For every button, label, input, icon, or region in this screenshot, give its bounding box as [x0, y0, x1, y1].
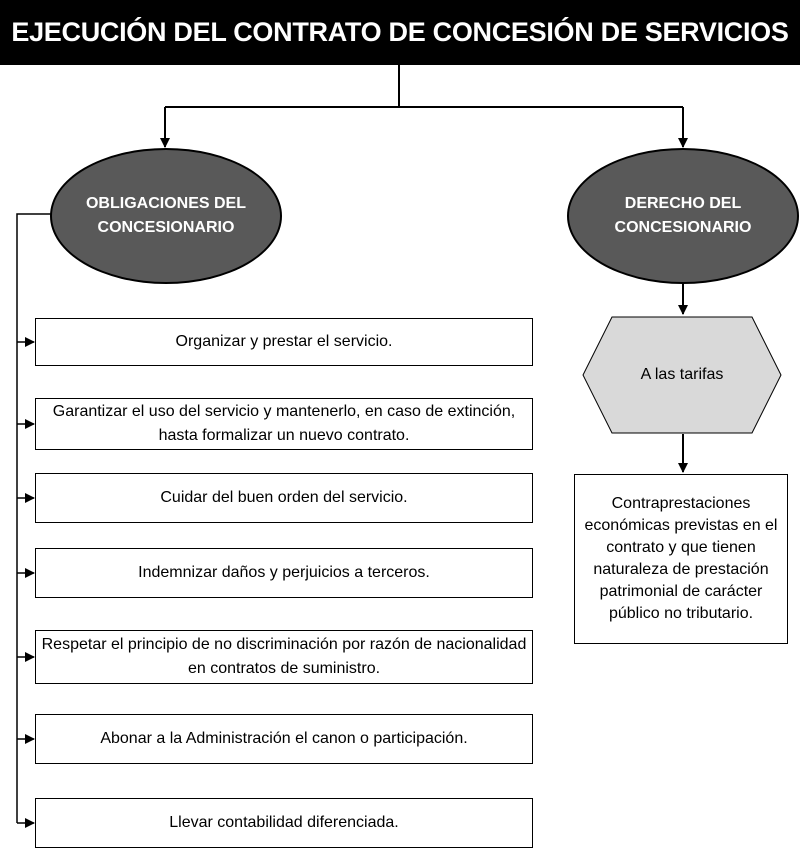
diagram-title: EJECUCIÓN DEL CONTRATO DE CONCESIÓN DE SERVICIOS: [0, 0, 800, 65]
derecho-label: DERECHO DEL CONCESIONARIO: [614, 195, 752, 236]
derecho-description-box: [574, 474, 788, 644]
obligation-box: [35, 714, 533, 764]
obligation-box: [35, 318, 533, 366]
obligation-box: [35, 398, 533, 450]
obligation-box: [35, 548, 533, 598]
obligation-text: Cuidar del buen orden del servicio.: [160, 489, 408, 506]
obligation-text: Abonar a la Administración el canon o participación.: [100, 730, 468, 747]
obligation-text: Llevar contabilidad diferenciada.: [169, 814, 399, 831]
derecho-ellipse: [567, 148, 799, 284]
obligation-text: Organizar y prestar el servicio.: [175, 333, 393, 350]
obligaciones-ellipse: [50, 148, 282, 284]
title-connector: [165, 65, 683, 107]
obligaciones-label: OBLIGACIONES DEL CONCESIONARIO: [85, 195, 246, 236]
obligation-text: Indemnizar daños y perjuicios a terceros.: [138, 564, 430, 581]
obligation-box: [35, 630, 533, 684]
obligation-text: Garantizar el uso del servicio y mantenerlo, en caso de extinción, hasta formalizar un nuevo contrato.: [52, 403, 516, 444]
derecho-description: Contraprestaciones económicas previstas en el contrato y que tienen naturaleza de prestación patrimonial de carácter público no tributario.: [584, 495, 778, 622]
obligation-box: [35, 798, 533, 848]
obligation-text: Respetar el principio de no discriminación por razón de nacionalidad en contratos de suministro.: [41, 636, 527, 677]
obligation-box: [35, 473, 533, 523]
tarifas-label: A las tarifas: [640, 366, 724, 383]
